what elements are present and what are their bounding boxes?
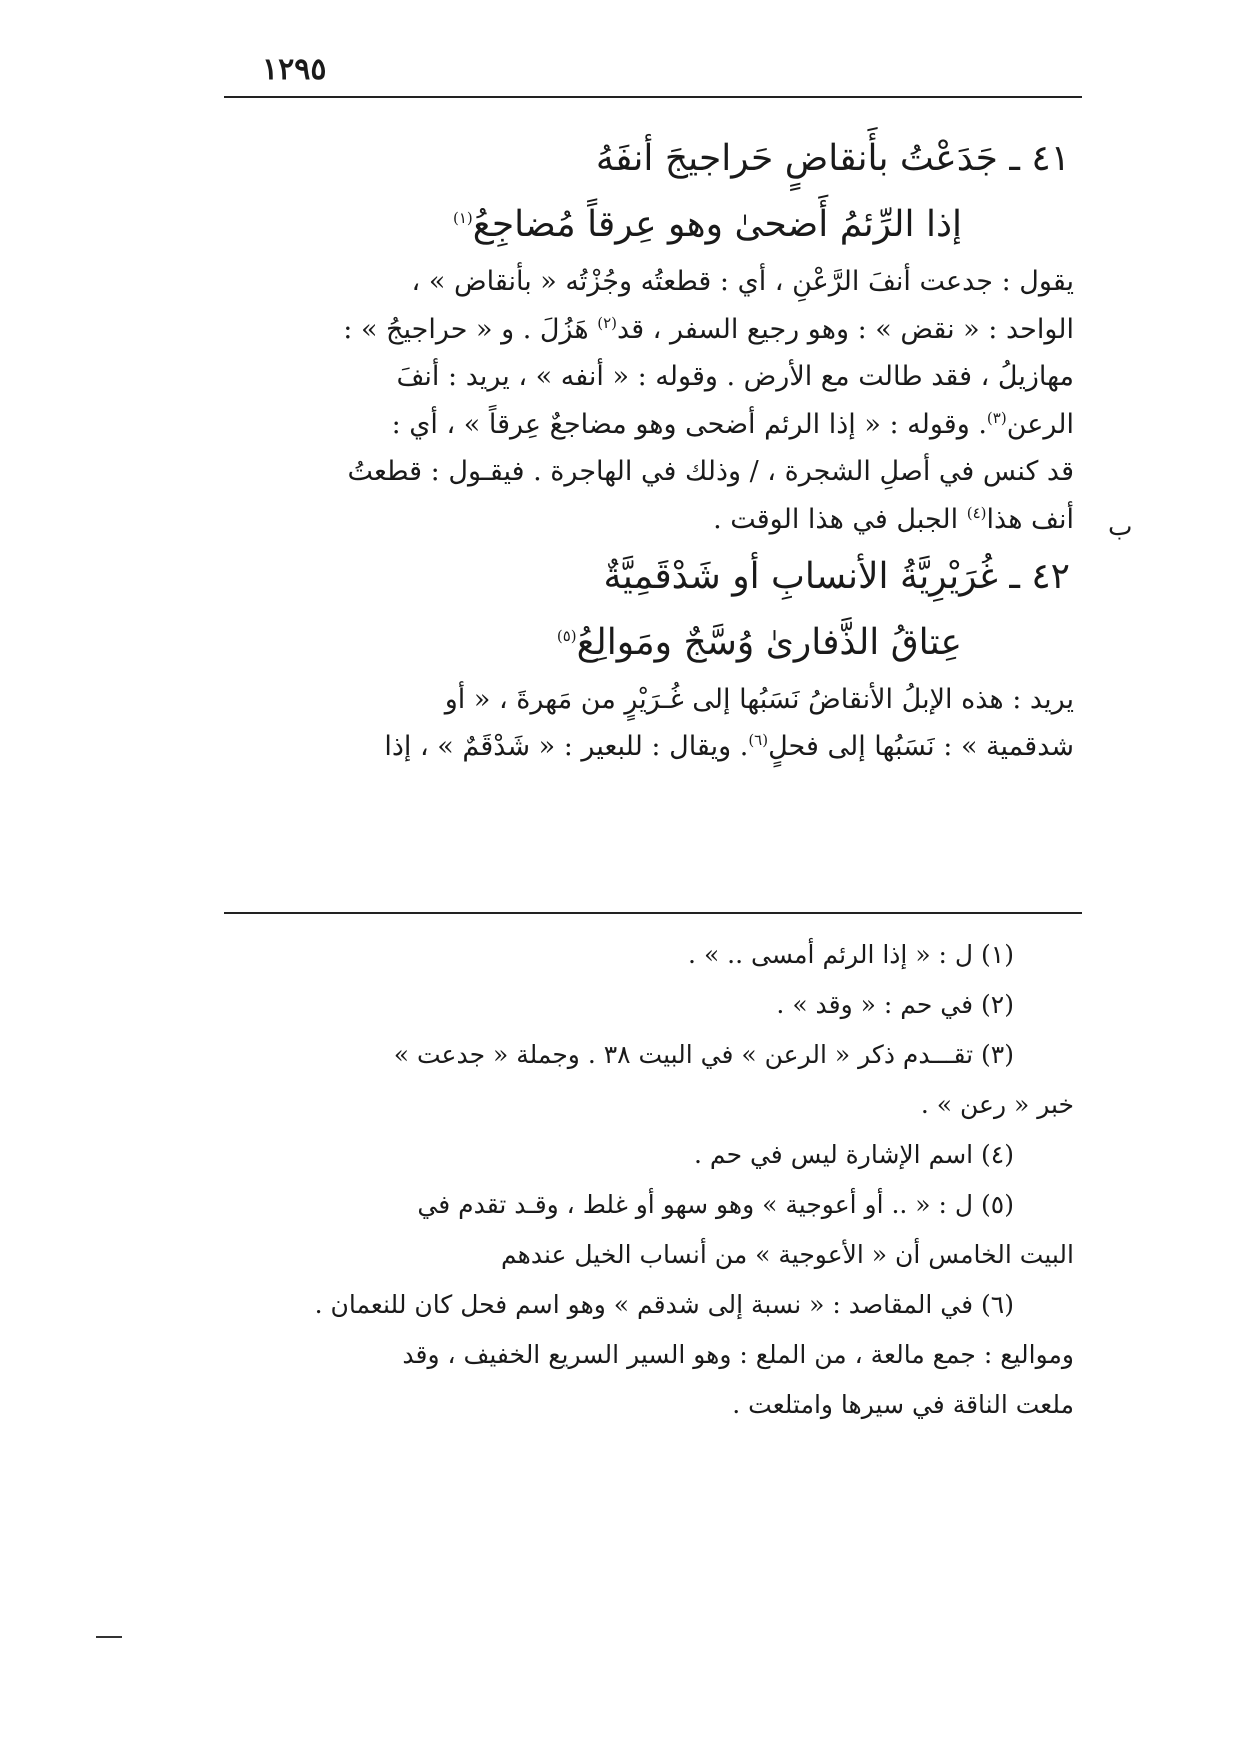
verse-42-first-text: ٤٢ ـ غُرَيْرِيَّةُ الأنسابِ أو شَدْقَمِيَّةٌ — [603, 555, 1070, 597]
footnote-ref-2: (٢) — [597, 313, 618, 332]
footnote-rule — [224, 912, 1082, 914]
footnote-ref-3: (٣) — [986, 408, 1007, 427]
commentary-line: مهازيلُ ، فقد طالت مع الأرض . وقوله : « أنفه » ، يريد : أنفَ — [396, 361, 1074, 393]
footnote-3-continued: خبر « رعن » . — [920, 1090, 1074, 1119]
footnote-4: (٤) اسم الإشارة ليس في حم . — [694, 1140, 1014, 1169]
footnote-ref-6: (٦) — [748, 731, 769, 750]
footnote-ref-1: (١) — [452, 209, 473, 227]
header-rule — [224, 96, 1082, 98]
footnote-3: (٣) تقـــدم ذكر « الرعن » في البيت ٣٨ . وجملة « جدعت » — [393, 1040, 1014, 1069]
margin-folio-mark: ب — [1108, 512, 1133, 542]
commentary-line: الرعن$^{(٣)}$. وقوله : « إذا الرئم أضحى وهو مضاجعٌ عِرقاً » ، أي : — [391, 408, 1074, 440]
commentary-line: شدقمية » : نَسَبُها إلى فحلٍ$^{(٦)}$. ويقال : للبعير : « شَدْقَمٌ » ، إذا — [384, 731, 1074, 763]
main-text — [218, 126, 1074, 771]
commentary-42 — [218, 676, 1074, 771]
footnotes — [218, 930, 1074, 1430]
verse-42-second-half — [218, 610, 1074, 676]
verse-41-second-half — [218, 192, 1074, 258]
footnote-6-continued: ومواليع : جمع مالعة ، من الملع : وهو السير السريع الخفيف ، وقد — [402, 1340, 1074, 1369]
footnote-5-continued: البيت الخامس أن « الأعوجية » من أنساب الخيل عندهم — [501, 1240, 1074, 1269]
commentary-41 — [218, 258, 1074, 544]
commentary-line: قد كنس في أصلِ الشجرة ، / وذلك في الهاجرة . فيقـول : قطعتُ — [347, 456, 1074, 488]
verse-41-first-half — [218, 126, 1074, 192]
footnote-6-continued: ملعت الناقة في سيرها وامتلعت . — [732, 1390, 1074, 1419]
footnote-ref-5: (٥) — [556, 626, 577, 645]
verse-41-second-text: إذا الرِّئمُ أَضحىٰ وهو عِرقاً مُضاجِعُ — [472, 204, 962, 245]
verse-42-second-text: عِتاقُ الذَّفارىٰ وُسَّجٌ ومَوالِعُ — [576, 621, 962, 663]
commentary-line: الواحد : « نقض » : وهو رجيع السفر ، قد$^{(٢)}$ هَزُلَ . و « حراجيجُ » : — [343, 313, 1074, 345]
commentary-line: يريد : هذه الإبلُ الأنقاضُ نَسَبُها إلى غُـرَيْرٍ من مَهرةَ ، « أو — [444, 683, 1074, 715]
verse-42-first-half — [218, 544, 1074, 610]
verse-41-first-text: ٤١ ـ جَدَعْتُ بأَنقاضٍ حَراجيجَ أنفَهُ — [595, 138, 1070, 179]
commentary-line: يقول : جدعت أنفَ الرَّعْنِ ، أي : قطعتُه وجُزْتُه « بأنقاض » ، — [411, 266, 1074, 297]
footnote-5: (٥) ل : « .. أو أعوجية » وهو سهو أو غلط ، وقـد تقدم في — [417, 1190, 1014, 1219]
commentary-line: أنف هذا$^{(٤)}$ الجبل في هذا الوقت . — [713, 503, 1074, 535]
footnote-6: (٦) في المقاصد : « نسبة إلى شدقم » وهو اسم فحل كان للنعمان . — [314, 1290, 1014, 1319]
footnote-2: (٢) في حم : « وقد » . — [776, 990, 1014, 1019]
bottom-margin-mark — [96, 1636, 122, 1638]
footnote-1: (١) ل : « إذا الرئم أمسى .. » . — [688, 940, 1014, 969]
footnote-ref-4: (٤) — [966, 503, 987, 522]
page-number: ١٢٩٥ — [262, 52, 327, 87]
